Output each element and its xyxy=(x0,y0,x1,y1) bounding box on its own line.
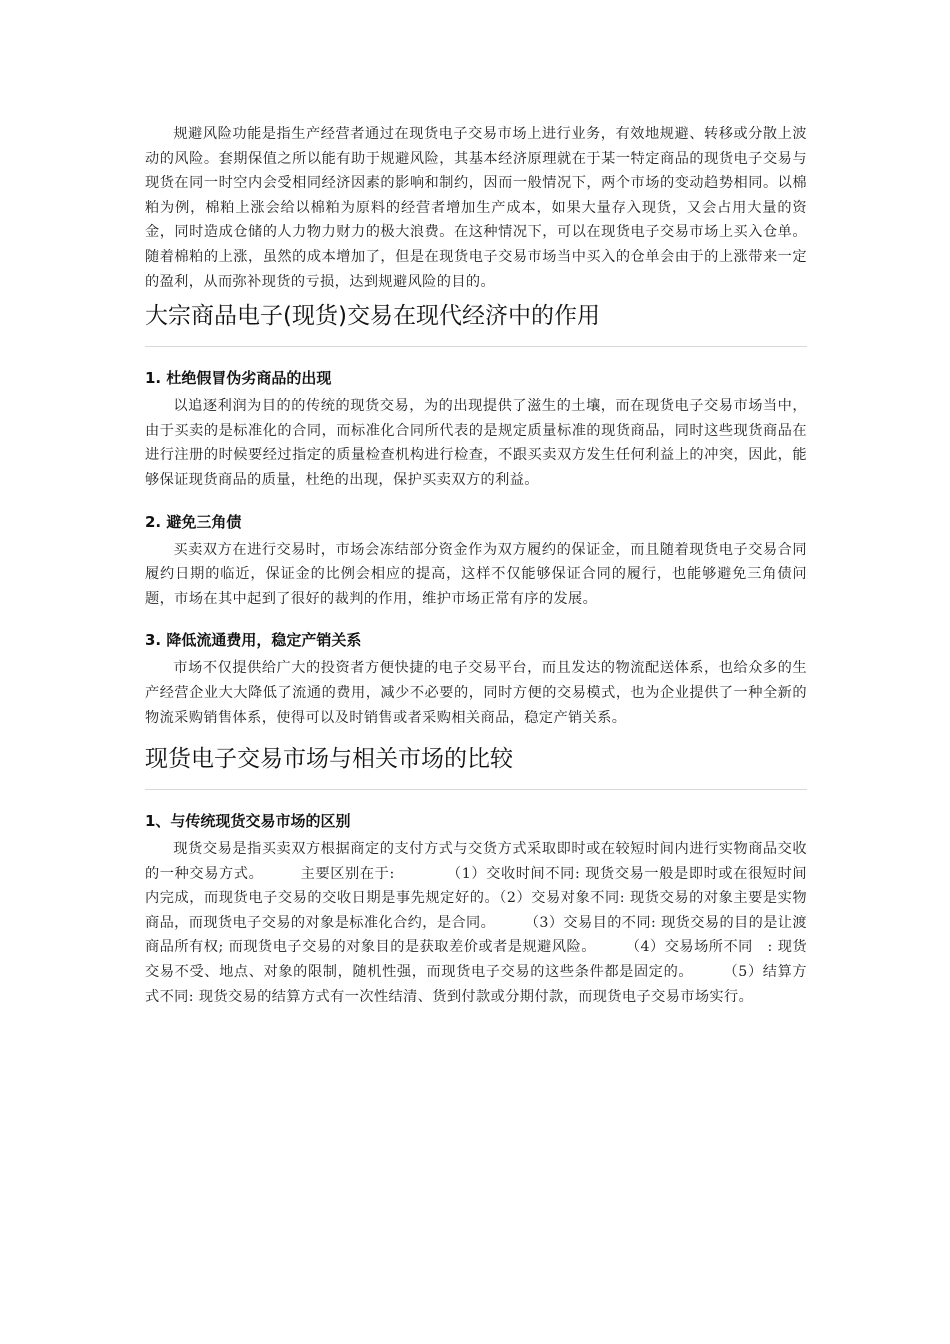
subsection-paragraph: 市场不仅提供给广大的投资者方便快捷的电子交易平台，而且发达的物流配送体系，也给众多的生产经营企业大大降低了流通的费用，减少不必要的，同时方便的交易模式，也为企业提供了一种全新的物流采购销售体系，使得可以及时销售或者采购相关商品，稳定产销关系。 xyxy=(145,660,807,726)
section-title: 大宗商品电子(现货)交易在现代经济中的作用 xyxy=(145,303,600,330)
section-divider xyxy=(145,789,807,790)
section-title: 现货电子交易市场与相关市场的比较 xyxy=(145,746,513,773)
subsection-paragraph: 买卖双方在进行交易时，市场会冻结部分资金作为双方履约的保证金，而且随着现货电子交易合同履约日期的临近，保证金的比例会相应的提高，这样不仅能够保证合同的履行，也能够避免三角债问题，市场在其中起到了很好的裁判的作用，维护市场正常有序的发展。 xyxy=(145,541,807,607)
document-page xyxy=(145,122,807,1009)
intro-paragraph: 规避风险功能是指生产经营者通过在现货电子交易市场上进行业务，有效地规避、转移或分散上波动的风险。套期保值之所以能有助于规避风险，其基本经济原理就在于某一特定商品的现货电子交易与现货在同一时空内会受相同经济因素的影响和制约，因而一般情况下，两个市场的变动趋势相同。以棉粕为例，棉粕上涨会给以棉粕为原料的经营者增加生产成本，如果大量存入现货，又会占用大量的资金，同时造成仓储的人力物力财力的极大浪费。在这种情况下，可以在现货电子交易市场上买入仓单。随着棉粕的上涨，虽然的成本增加了，但是在现货电子交易市场当中买入的仓单会由于的上涨带来一定的盈利，从而弥补现货的亏损，达到规避风险的目的。 xyxy=(145,126,807,290)
subsection-heading: 2. 避免三角债 xyxy=(145,512,242,531)
subsection-paragraph: 现货交易是指买卖双方根据商定的支付方式与交货方式采取即时或在较短时间内进行实物商品交收的一种交易方式。 主要区别在于: （1）交收时间不同: 现货交易一般是即时或在很短时间内完成，而现货电子交易的交收日期是事先规定好的。（2）交易对象不同: 现货交易的对象主要是实物商品，而现货电子交易的对象是标准化合约，是合同。 （3）交易目的不同: 现货交易的目的是让渡商品所有权; 而现货电子交易的对象目的是获取差价或者是规避风险。 （4）交易场所不同 : 现货交易不受、地点、对象的限制，随机性强，而现货电子交易的这些条件都是固定的。 （5）结算方式不同: 现货交易的结算方式有一次性结清、货到付款或分期付款，而现货电子交易市场实行。 xyxy=(145,841,807,1005)
subsection-heading: 1、与传统现货交易市场的区别 xyxy=(145,812,351,831)
subsection-heading: 3. 降低流通费用，稳定产销关系 xyxy=(145,631,362,650)
subsection-paragraph: 以追逐利润为目的的传统的现货交易，为的出现提供了滋生的土壤，而在现货电子交易市场当中，由于买卖的是标准化的合同，而标准化合同所代表的是规定质量标准的现货商品，同时这些现货商品在进行注册的时候要经过指定的质量检查机构进行检查，不跟买卖双方发生任何利益上的冲突，因此，能够保证现货商品的质量，杜绝的出现，保护买卖双方的利益。 xyxy=(145,398,807,488)
section-divider xyxy=(145,346,807,347)
subsection-heading: 1. 杜绝假冒伪劣商品的出现 xyxy=(145,369,332,388)
